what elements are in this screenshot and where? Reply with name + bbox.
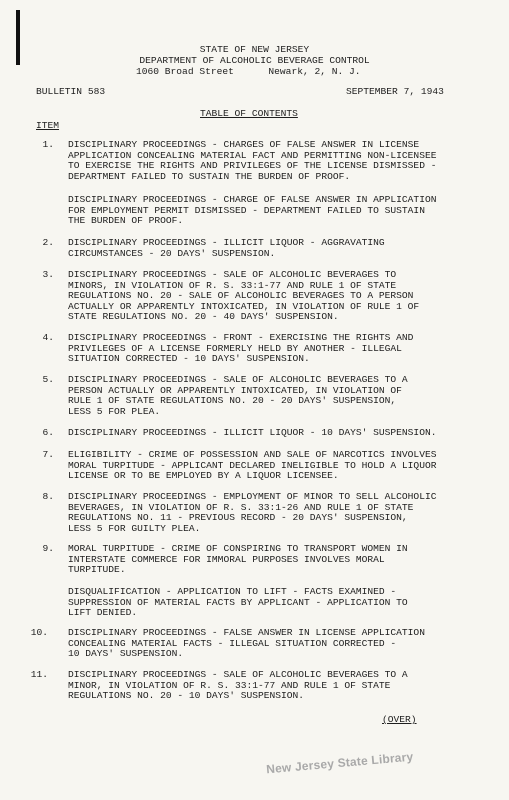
entry-text: DISCIPLINARY PROCEEDINGS - FALSE ANSWER IN LICENSE APPLICATION CONCEALING MATERIAL FACTS - ILLEGAL SITUATION CORRECTED - 10 DAYS' SUSPENSION. xyxy=(68,627,425,660)
entry-number: 4. xyxy=(42,332,54,343)
entry-number: 8. xyxy=(42,491,54,502)
toc-title: TABLE OF CONTENTS xyxy=(200,108,298,119)
entry-number: 7. xyxy=(42,449,54,460)
entry-text: DISCIPLINARY PROCEEDINGS - CHARGES OF FALSE ANSWER IN LICENSE APPLICATION CONCEALING MATERIAL FACT AND PERMITTING NON-LICENSEE TO EXERCISE THE RIGHTS AND PRIVILEGES OF THE LICENSE DISMISSED - DEPARTMENT FAILED TO SUSTAIN THE BURDEN OF PROOF. xyxy=(68,139,437,182)
entry-number: 9. xyxy=(42,543,54,554)
over-note: (OVER) xyxy=(382,714,417,725)
entry-number: 1. xyxy=(42,139,54,150)
bulletin-number: BULLETIN 583 xyxy=(36,86,106,97)
entry-text: DISCIPLINARY PROCEEDINGS - SALE OF ALCOHOLIC BEVERAGES TO MINORS, IN VIOLATION OF R. S. 33:1-77 AND RULE 1 OF STATE REGULATIONS NO. 20 - SALE OF ALCOHOLIC BEVERAGES TO A PERSON ACTUALLY OR APPARENTLY INTOXICATED, IN VIOLATION OF RULE 1 OF STATE REGULATIONS NO. 20 - 40 DAYS' SUSPENSION. xyxy=(68,269,420,323)
entry-number: 5. xyxy=(42,374,54,385)
library-stamp: New Jersey State Library xyxy=(265,749,414,777)
entry-number: 2. xyxy=(42,237,54,248)
entry-number: 11. xyxy=(30,669,48,680)
entry-text: MORAL TURPITUDE - CRIME OF CONSPIRING TO TRANSPORT WOMEN IN INTERSTATE COMMERCE FOR IMMORAL PURPOSES INVOLVES MORAL TURPITUDE. xyxy=(68,543,408,576)
entry-number: 10. xyxy=(30,627,48,638)
item-column-header: ITEM xyxy=(36,120,60,131)
entry-text: DISCIPLINARY PROCEEDINGS - ILLICIT LIQUOR - AGGRAVATING CIRCUMSTANCES - 20 DAYS' SUSPENSION. xyxy=(68,237,385,259)
entry-text: DISQUALIFICATION - APPLICATION TO LIFT - FACTS EXAMINED - SUPPRESSION OF MATERIAL FACTS BY APPLICANT - APPLICATION TO LIFT DENIED. xyxy=(68,586,408,619)
entry-text: DISCIPLINARY PROCEEDINGS - ILLICIT LIQUOR - 10 DAYS' SUSPENSION. xyxy=(68,427,437,438)
header-state: STATE OF NEW JERSEY xyxy=(199,44,310,55)
entry-text: DISCIPLINARY PROCEEDINGS - SALE OF ALCOHOLIC BEVERAGES TO A MINOR, IN VIOLATION OF R. S. 33:1-77 AND RULE 1 OF STATE REGULATIONS NO. 20 - 10 DAYS' SUSPENSION. xyxy=(68,669,408,702)
header-department: DEPARTMENT OF ALCOHOLIC BEVERAGE CONTROL xyxy=(139,55,370,66)
entry-text: DISCIPLINARY PROCEEDINGS - CHARGE OF FALSE ANSWER IN APPLICATION FOR EMPLOYMENT PERMIT DISMISSED - DEPARTMENT FAILED TO SUSTAIN THE BURDEN OF PROOF. xyxy=(68,194,437,227)
entry-number: 6. xyxy=(42,427,54,438)
entry-text: DISCIPLINARY PROCEEDINGS - EMPLOYMENT OF MINOR TO SELL ALCOHOLIC BEVERAGES, IN VIOLATION OF R. S. 33:1-26 AND RULE 1 OF STATE REGULATIONS NO. 11 - PREVIOUS RECORD - 20 DAYS' SUSPENSION, LESS 5 FOR GUILTY PLEA. xyxy=(68,491,437,534)
entry-text: ELIGIBILITY - CRIME OF POSSESSION AND SALE OF NARCOTICS INVOLVES MORAL TURPITUDE - APPLICANT DECLARED INELIGIBLE TO HOLD A LIQUOR LICENSE OR TO BE EMPLOYED BY A LIQUOR LICENSEE. xyxy=(68,449,437,482)
entry-text: DISCIPLINARY PROCEEDINGS - SALE OF ALCOHOLIC BEVERAGES TO A PERSON ACTUALLY OR APPARENTLY INTOXICATED, IN VIOLATION OF RULE 1 OF STATE REGULATIONS NO. 20 - 20 DAYS' SUSPENSION, LESS 5 FOR PLEA. xyxy=(68,374,408,417)
bulletin-date: SEPTEMBER 7, 1943 xyxy=(346,86,444,97)
entry-number: 3. xyxy=(42,269,54,280)
entry-text: DISCIPLINARY PROCEEDINGS - FRONT - EXERCISING THE RIGHTS AND PRIVILEGES OF A LICENSE FORMERLY HELD BY ANOTHER - ILLEGAL SITUATION CORRECTED - 10 DAYS' SUSPENSION. xyxy=(68,332,414,365)
header-address: 1060 Broad Street Newark, 2, N. J. xyxy=(136,66,361,77)
